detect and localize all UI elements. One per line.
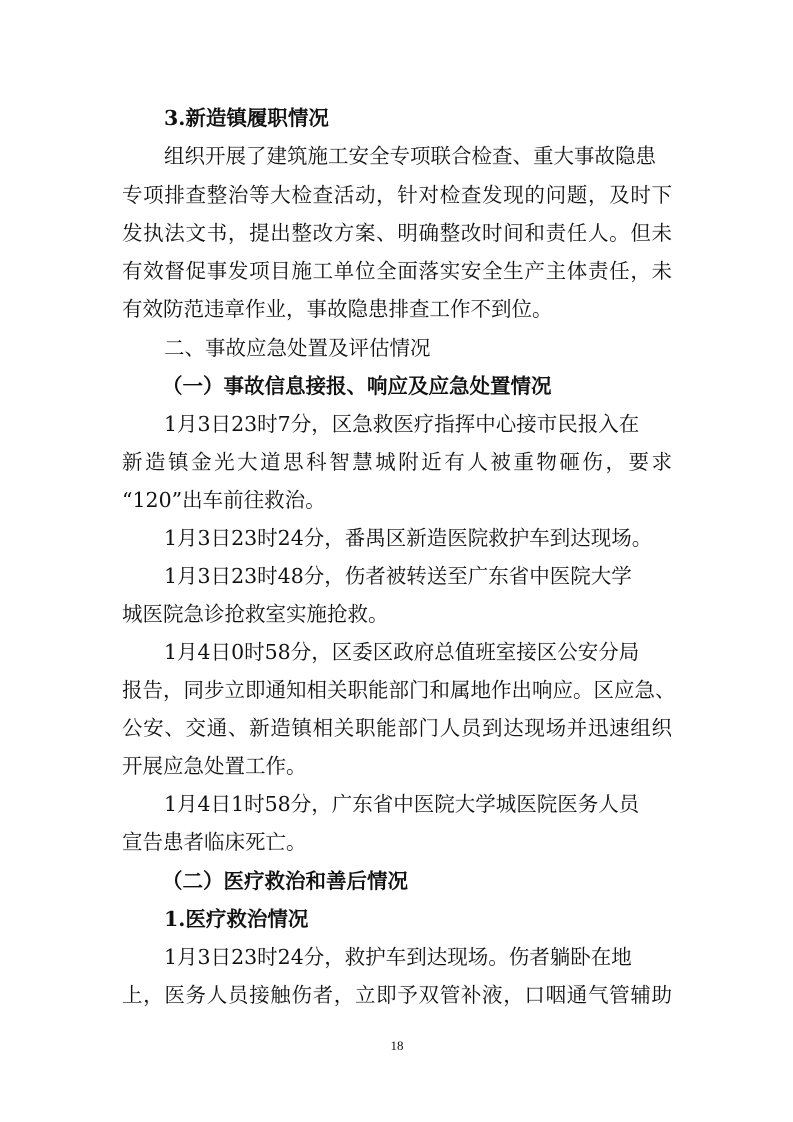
- paragraph-line: 1月4日0时58分，区委区政府总值班室接区公安分局: [164, 640, 640, 664]
- paragraph-line: 专项排查整治等大检查活动，针对检查发现的问题，及时下: [122, 183, 672, 207]
- paragraph-line: 开展应急处置工作。: [122, 754, 307, 778]
- page-number: 18: [390, 1038, 404, 1053]
- paragraph-line: “120”出车前往救治。: [122, 488, 326, 512]
- paragraph-line: 上，医务人员接触伤者，立即予双管补液，口咽通气管辅助: [122, 983, 672, 1007]
- subsection-1-heading: （一）事故信息接报、响应及应急处置情况: [162, 374, 552, 398]
- paragraph-line: 组织开展了建筑施工安全专项联合检查、重大事故隐患: [164, 144, 656, 168]
- chapter-2-heading: 二、事故应急处置及评估情况: [164, 336, 431, 360]
- item-1-heading: 1.医疗救治情况: [164, 907, 309, 931]
- paragraph-line: 报告，同步立即通知相关职能部门和属地作出响应。区应急、: [122, 678, 676, 702]
- paragraph-line: 1月3日23时48分，伤者被转送至广东省中医院大学: [164, 564, 632, 588]
- subsection-2-heading: （二）医疗救治和善后情况: [162, 869, 408, 893]
- paragraph-line: 有效督促事发项目施工单位全面落实安全生产主体责任，未: [122, 259, 672, 283]
- paragraph-line: 宣告患者临床死亡。: [122, 830, 307, 854]
- paragraph-line: 1月3日23时24分，番禺区新造医院救护车到达现场。: [164, 526, 653, 550]
- paragraph-line: 1月3日23时24分，救护车到达现场。伤者躺卧在地: [164, 945, 632, 969]
- paragraph-line: 1月4日1时58分，广东省中医院大学城医院医务人员: [164, 792, 640, 816]
- paragraph-line: 公安、交通、新造镇相关职能部门人员到达现场并迅速组织: [122, 716, 672, 740]
- paragraph-line: 有效防范违章作业，事故隐患排查工作不到位。: [122, 297, 553, 321]
- paragraph-line: 1月3日23时7分，区急救医疗指挥中心接市民报入在: [164, 412, 640, 436]
- paragraph-line: 发执法文书，提出整改方案、明确整改时间和责任人。但未: [122, 221, 672, 245]
- paragraph-line: 城医院急诊抢救室实施抢救。: [122, 602, 389, 626]
- section-3-heading: 3.新造镇履职情况: [164, 106, 329, 130]
- paragraph-line: 新造镇金光大道思科智慧城附近有人被重物砸伤，要求: [122, 450, 672, 474]
